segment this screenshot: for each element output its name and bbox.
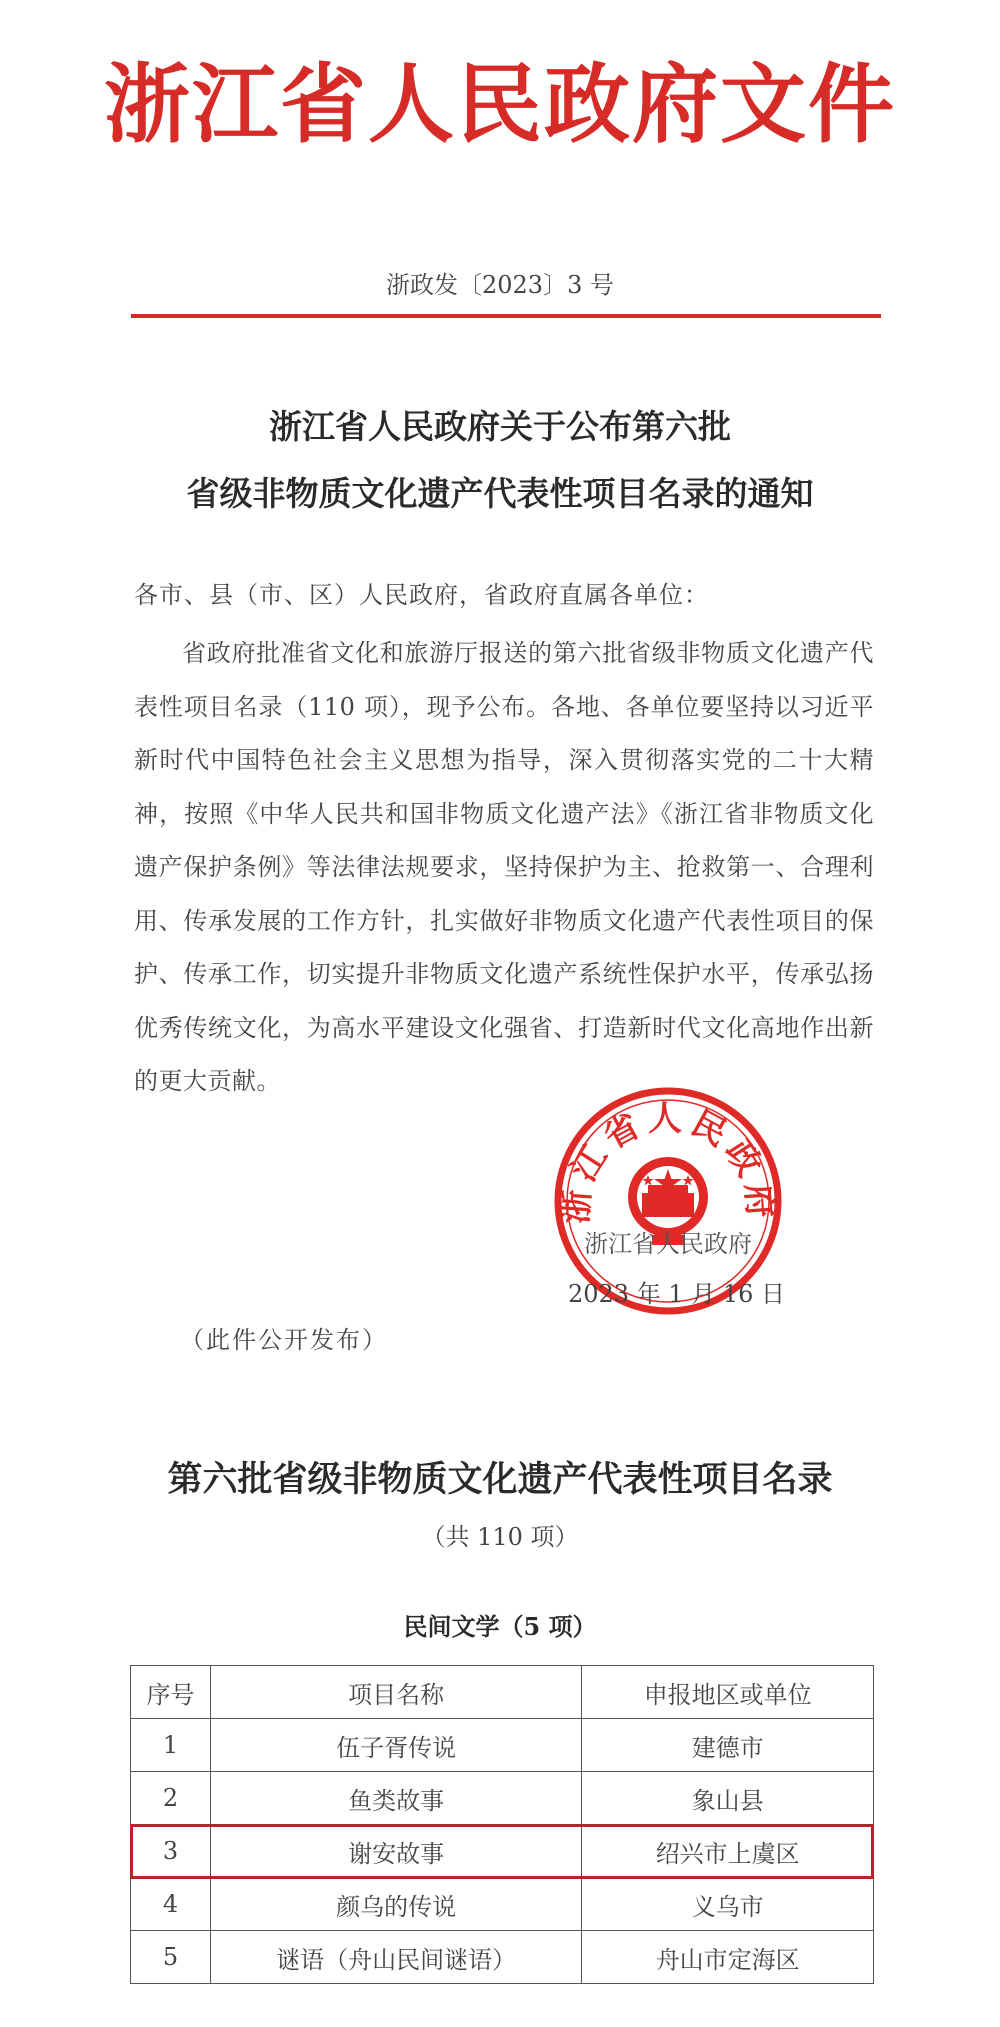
table-row: [131, 1878, 874, 1931]
column-header-project-name: 项目名称: [210, 1666, 581, 1719]
row-number: 4: [131, 1878, 211, 1931]
notice-body: 省政府批准省文化和旅游厅报送的第六批省级非物质文化遗产代表性项目名录（110 项），现予公布。各地、各单位要坚持以习近平新时代中国特色社会主义思想为指导，深入贯彻落实党的二十大精神，按照《中华人民共和国非物质文化遗产法》《浙江省非物质文化遗产保护条例》等法律法规要求，坚持保护为主、抢救第一、合理利用、传承发展的工作方针，扎实做好非物质文化遗产代表性项目的保护、传承工作，切实提升非物质文化遗产系统性保护水平，传承弘扬优秀传统文化，为高水平建设文化强省、打造新时代文化高地作出新的更大贡献。: [134, 639, 874, 1095]
table-header-row: [131, 1666, 874, 1719]
row-number: 5: [131, 1931, 211, 1984]
row-project-name: 伍子胥传说: [210, 1719, 581, 1772]
red-divider: [131, 314, 881, 318]
row-number: 3: [131, 1825, 211, 1878]
row-number: 2: [131, 1772, 211, 1825]
row-region: 义乌市: [582, 1878, 874, 1931]
notice-salutation: 各市、县（市、区）人民政府，省政府直属各单位：: [134, 581, 709, 609]
row-project-name: 鱼类故事: [210, 1772, 581, 1825]
row-project-name: 谢安故事: [210, 1825, 581, 1878]
row-region: 象山县: [582, 1772, 874, 1825]
row-project-name: 颜乌的传说: [210, 1878, 581, 1931]
issue-date: 2023 年 1 月 16 日: [568, 1280, 786, 1308]
issuer-name: 浙江省人民政府: [584, 1230, 752, 1258]
list-title: 第六批省级非物质文化遗产代表性项目名录: [167, 1459, 833, 1500]
document-number: 浙政发〔2023〕3 号: [386, 271, 614, 299]
table-row: [131, 1825, 874, 1878]
document-masthead: 浙江省人民政府文件: [104, 54, 896, 155]
project-table: [130, 1665, 874, 1984]
row-project-name: 谜语（舟山民间谜语）: [210, 1931, 581, 1984]
seal-text: 浙江省人民政府: [555, 1099, 781, 1226]
table-row: [131, 1931, 874, 1984]
row-region: 绍兴市上虞区: [582, 1825, 874, 1878]
row-region: 建德市: [582, 1719, 874, 1772]
table-row: [131, 1719, 874, 1772]
row-number: 1: [131, 1719, 211, 1772]
category-title: 民间文学（5 项）: [403, 1612, 597, 1641]
disclosure-note: （此件公开发布）: [180, 1326, 388, 1354]
column-header-number: 序号: [131, 1666, 211, 1719]
column-header-region: 申报地区或单位: [582, 1666, 874, 1719]
row-region: 舟山市定海区: [582, 1931, 874, 1984]
notice-title-line2: 省级非物质文化遗产代表性项目名录的通知: [186, 474, 814, 513]
table-row: [131, 1772, 874, 1825]
list-count: （共 110 项）: [421, 1523, 579, 1551]
notice-title-line1: 浙江省人民政府关于公布第六批: [269, 407, 731, 446]
